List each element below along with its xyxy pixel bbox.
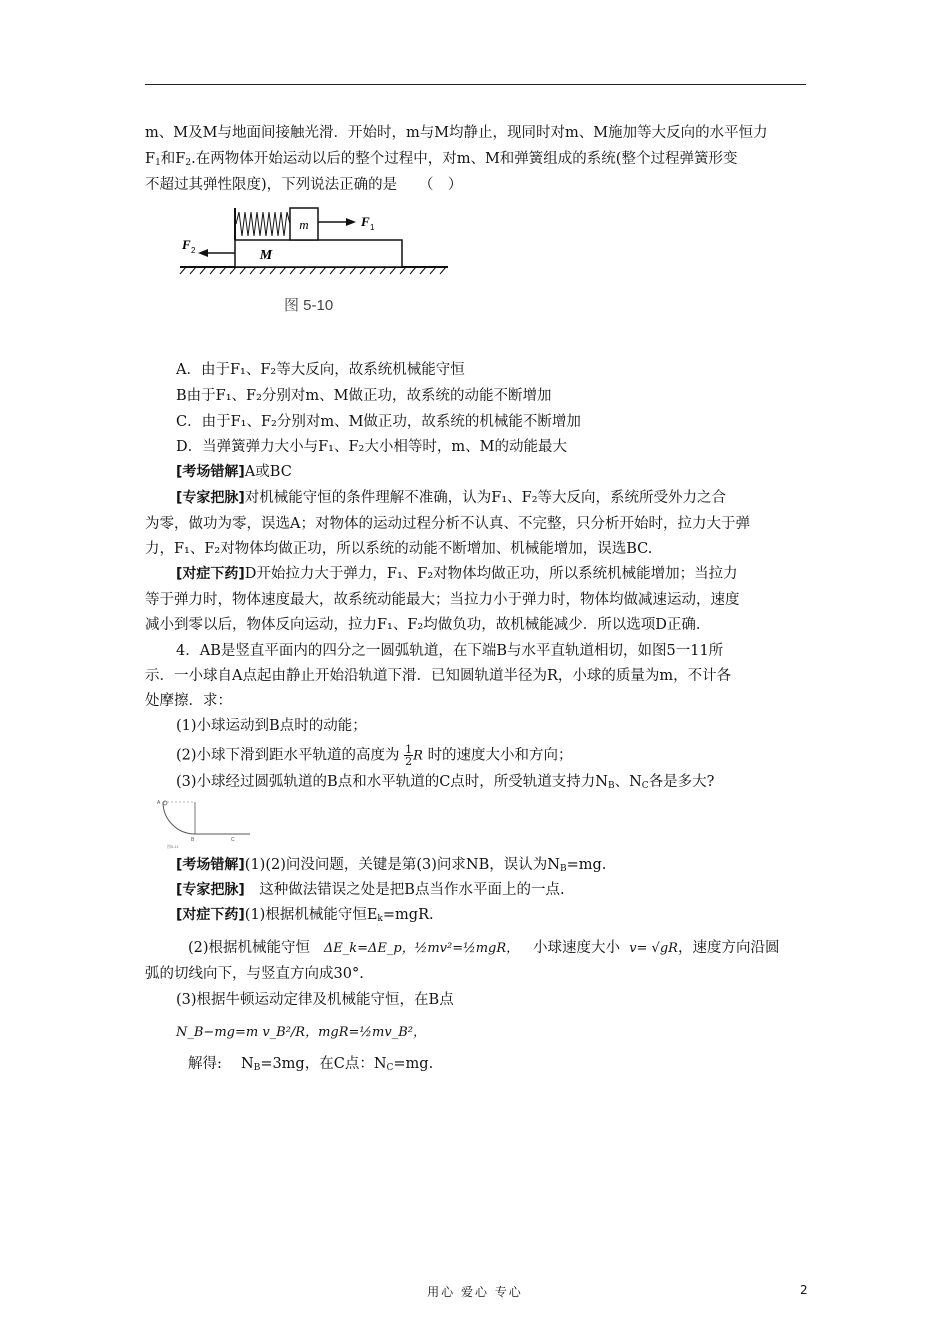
sub-question-2: (2)小球下滑到距水平轨道的高度为 $\frac{1}{2}$ R 时的速度大小和方向； [176,743,573,768]
wrong-answer: [考场错解]A或BC [176,464,292,480]
text-line: 为零，做功为零，误选A；对物体的运动过程分析不认真、不完整，只分析开始时，拉力大于弹 [145,516,750,532]
answer-part-3: (3)根据牛顿运动定律及机械能守恒，在B点 [176,992,454,1008]
page-number: 2 [800,1283,808,1297]
figure-5-11 [155,798,255,850]
wrong-answer: [考场错解](1)(2)问没问题，关键是第(3)问求NB，误认为$N_B=mg$. [176,857,607,874]
final-result: 解得: $N_B=3mg$，在C点：$N_C=mg$. [188,1056,434,1073]
option-d: D．当弹簧弹力大小与F₁、F₂大小相等时，m、M的动能最大 [176,439,567,455]
spring [236,212,290,236]
formula-energy: ΔE_k=ΔE_p，½mv²=½mgR， [323,941,520,956]
text-line: 处摩擦．求： [145,693,232,709]
svg-text:C: C [231,837,235,843]
sub-question-1: (1)小球运动到B点时的动能； [176,718,367,734]
option-c: C．由于F₁、F₂分别对m、M做正功，故系统的机械能不断增加 [176,414,581,430]
fraction-half: $\frac{1}{2}$ [405,743,413,768]
text-line: $F_1$和$F_2$.在两物体开始运动以后的整个过程中，对m、M和弹簧组成的系统(整个过程弹簧形变 [145,151,738,168]
figure-5-10 [170,200,460,320]
svg-text:B: B [191,837,195,843]
option-a: A．由于F₁、F₂等大反向，故系统机械能守恒 [176,362,465,378]
svg-text:1: 1 [370,223,375,232]
figure-caption: 图 5-10 [284,297,334,314]
expert-analysis: [专家把脉]对机械能守恒的条件理解不准确，认为F₁、F₂等大反向，系统所受外力之合 [176,490,727,506]
correct-solution: [对症下药]D开始拉力大于弹力，F₁、F₂对物体均做正功，所以系统机械能增加；当拉力 [176,566,738,582]
text-line: 示．一小球自A点起由静止开始沿轨道下滑．已知圆轨道半径为R，小球的质量为m，不计各 [145,668,732,684]
label-M: M [259,248,273,263]
label-m: m [299,217,309,232]
svg-text:A: A [157,800,161,806]
formula-newton: N_B−mg=m v_B²/R，mgR=½mv_B²， [176,1025,426,1040]
label-F1: F [361,214,370,229]
answer-part-2: (2)根据机械能守恒 ΔE_k=ΔE_p，½mv²=½mgR， 小球速度大小 v= √gR，速度方向沿圆 [188,940,780,956]
text-line: 不超过其弹性限度)，下列说法正确的是 （ ） [145,177,463,193]
text-line: 弧的切线向下，与竖直方向成30°. [145,966,364,982]
formula-velocity: v= √gR [629,941,678,956]
option-b: B由于F₁、F₂分别对m、M做正功，故系统的动能不断增加 [176,388,552,404]
expert-analysis: [专家把脉] 这种做法错误之处是把B点当作水平面上的一点. [176,882,565,898]
header-rule [145,84,806,85]
svg-text:图5-11: 图5-11 [167,844,179,849]
label-F2: F [182,237,191,252]
footer-motto: 用心 爱心 专心 [427,1285,523,1299]
text-line: 力，F₁、F₂对物体均做正功，所以系统的动能不断增加、机械能增加，误选BC. [145,541,653,557]
text-line: 等于弹力时，物体速度最大，故系统动能最大；当拉力小于弹力时，物体均做减速运动，速度 [145,592,740,608]
text-line: 减小到零以后，物体反向运动，拉力F₁、F₂均做负功，故机械能减少．所以选项D正确. [145,617,701,633]
svg-text:2: 2 [191,246,196,255]
sub-question-3: (3)小球经过圆弧轨道的B点和水平轨道的C点时，所受轨道支持力$N_B$、$N_C$各是多大? [176,774,715,791]
text-line: m、M及M与地面间接触光滑．开始时，m与M均静止，现同时对m、M施加等大反向的水平恒力 [145,125,768,141]
correct-solution: [对症下药](1)根据机械能守恒$E_k=mgR$. [176,907,434,924]
question-4: 4．AB是竖直平面内的四分之一圆弧轨道，在下端B与水平直轨道相切，如图5一11所 [176,643,724,659]
